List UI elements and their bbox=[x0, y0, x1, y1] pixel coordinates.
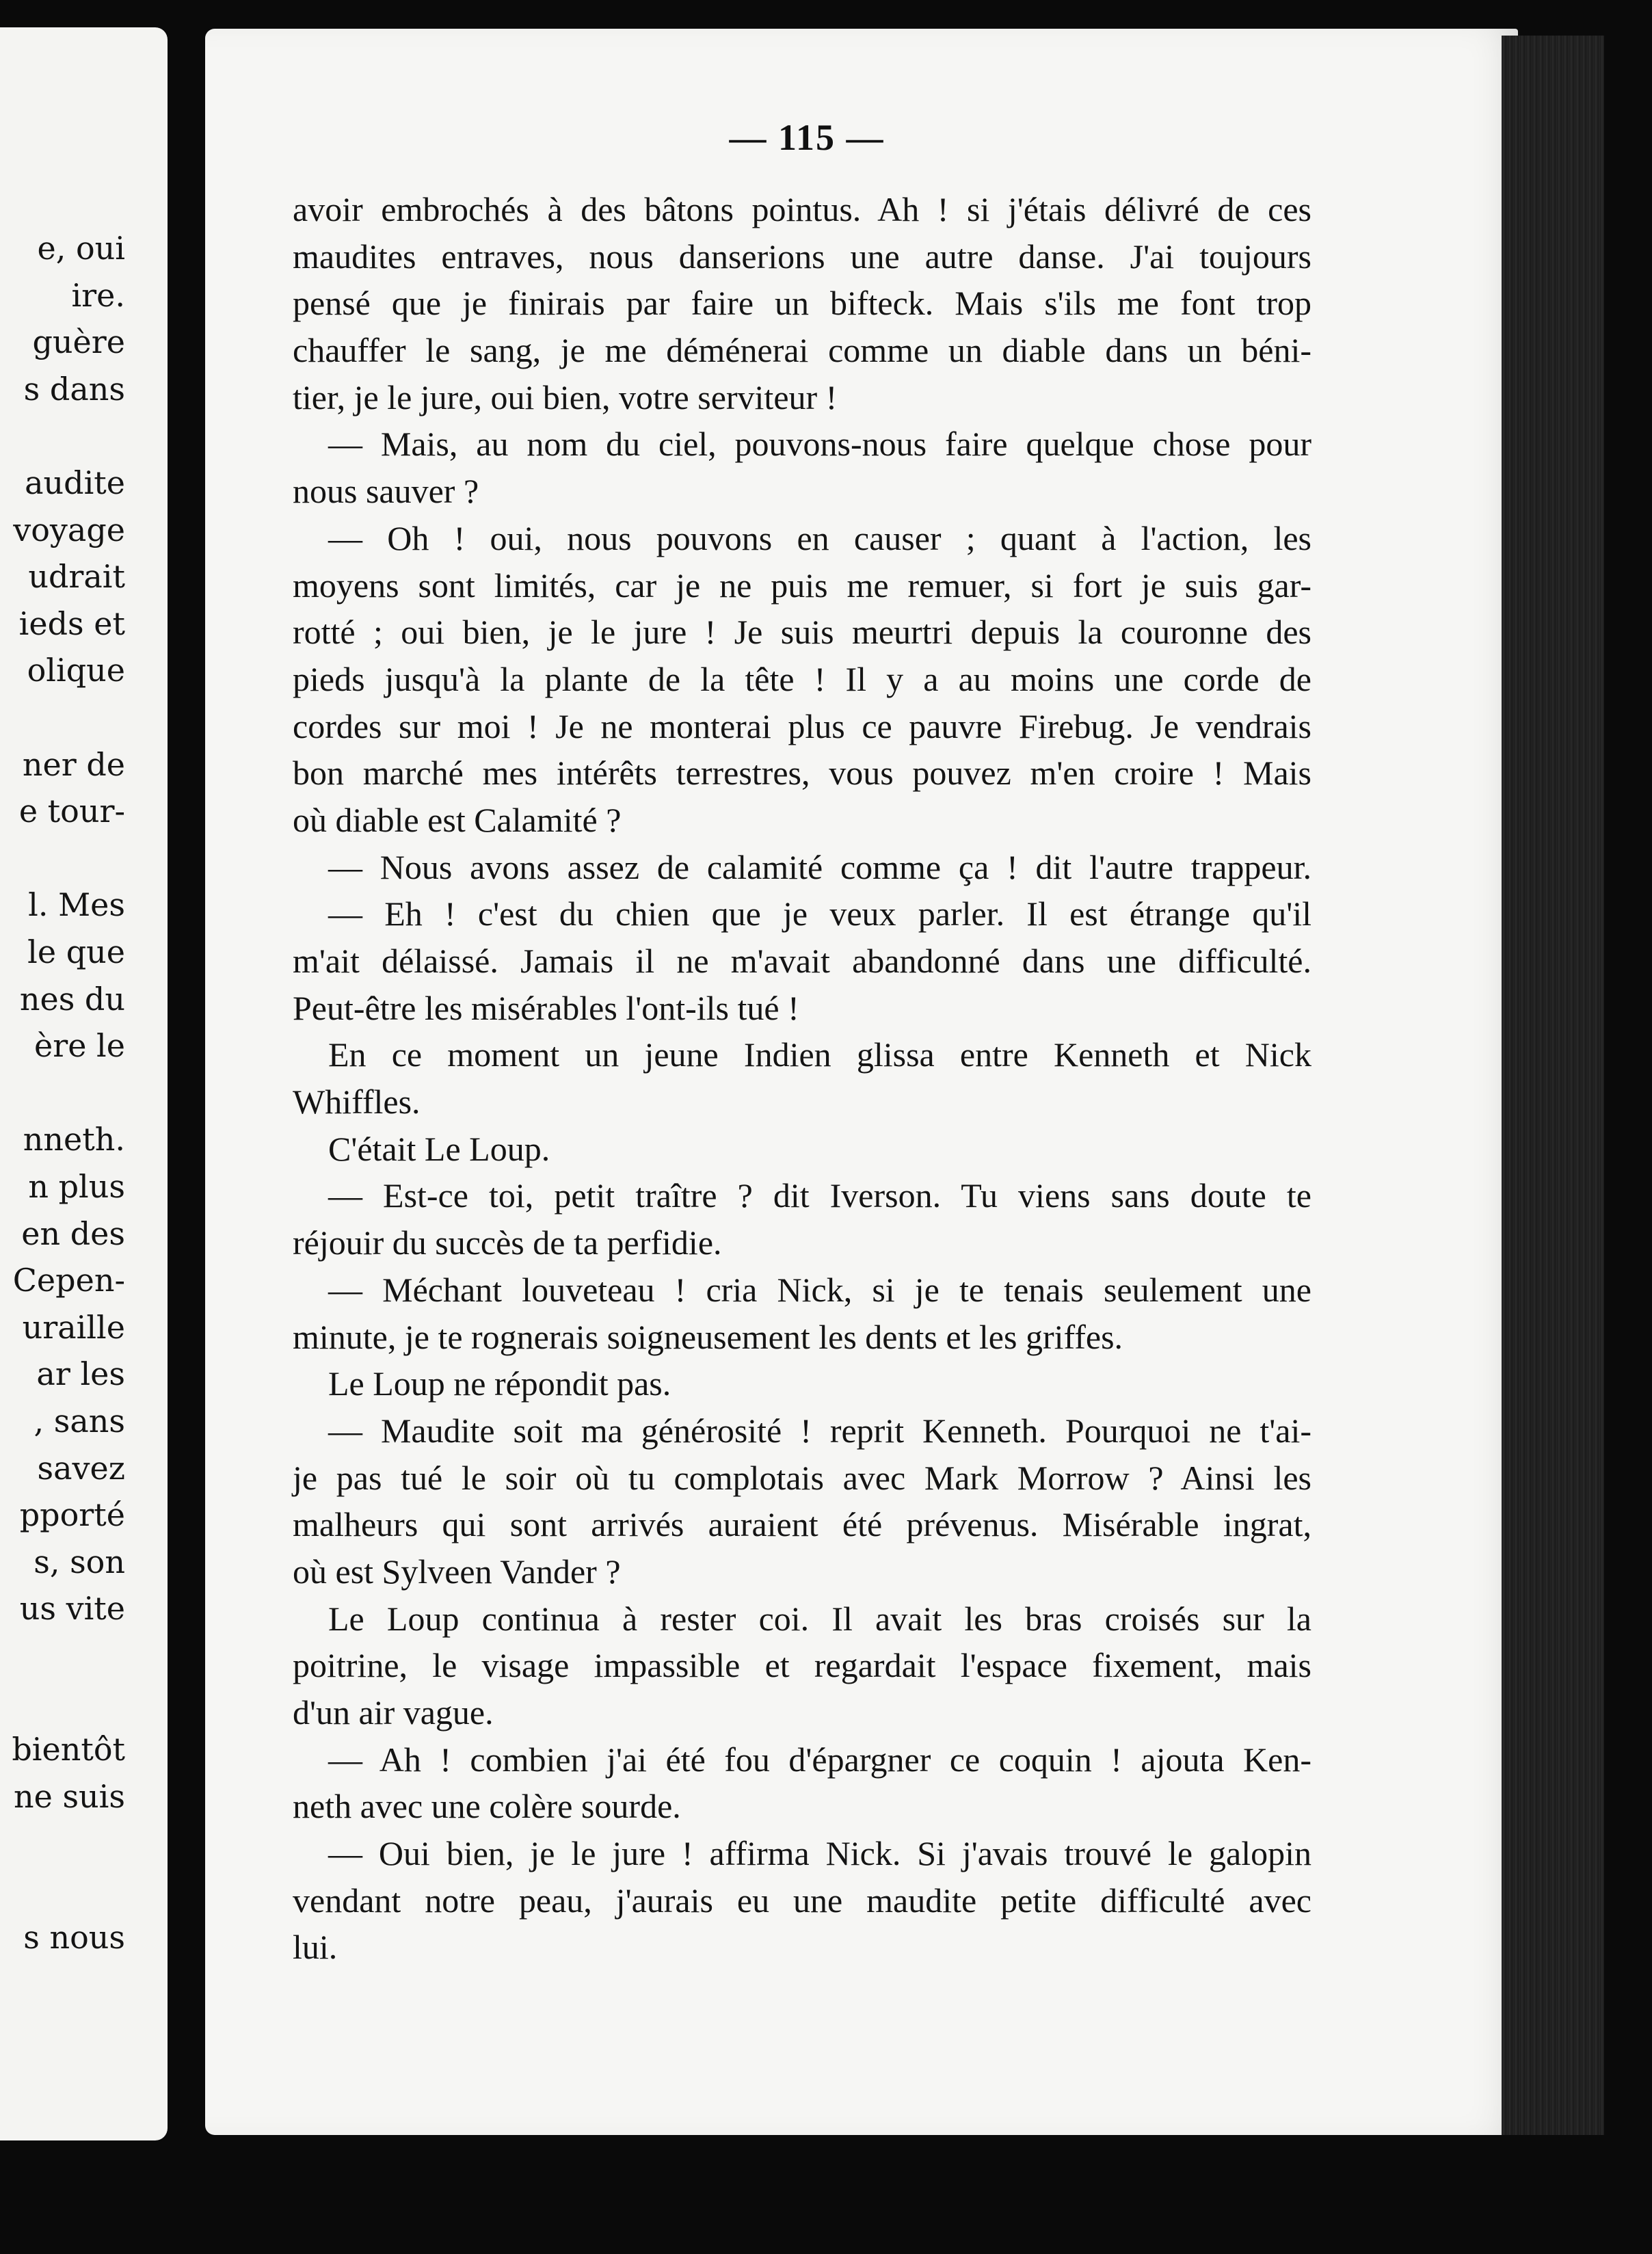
text-line: — Oui bien, je le jure ! affirma Nick. Si j'avais trouvé le galopin bbox=[328, 1834, 1311, 1873]
text-line: Whiffles. bbox=[293, 1083, 421, 1122]
left-page-fragment: pporté bbox=[19, 1496, 125, 1534]
left-page-fragment: , sans bbox=[34, 1403, 125, 1440]
text-line: d'un air vague. bbox=[293, 1693, 494, 1732]
left-page-fragment: en des bbox=[21, 1215, 125, 1252]
left-page-fragment: ère le bbox=[34, 1027, 125, 1065]
left-page-fragment: Cepen- bbox=[12, 1262, 125, 1299]
left-page-fragment: bientôt bbox=[12, 1731, 125, 1768]
left-page-fragment: uraille bbox=[22, 1308, 125, 1346]
left-page-fragment: nes du bbox=[19, 980, 125, 1018]
text-line: Le Loup ne répondit pas. bbox=[328, 1364, 671, 1403]
left-page-fragment: guère bbox=[32, 323, 125, 361]
left-page-fragment: udrait bbox=[28, 558, 125, 596]
text-line: pieds jusqu'à la plante de la tête ! Il y a au moins une corde de bbox=[293, 659, 1311, 698]
left-page-fragment: savez bbox=[37, 1449, 125, 1487]
text-line: Peut-être les misérables l'ont-ils tué ! bbox=[293, 988, 799, 1027]
left-page-fragment: ar les bbox=[36, 1355, 125, 1393]
text-line: nous sauver ? bbox=[293, 472, 479, 511]
text-line: — Ah ! combien j'ai été fou d'épargner ce coquin ! ajouta Ken- bbox=[328, 1740, 1311, 1779]
text-line: maudites entraves, nous danserions une autre danse. J'ai toujours bbox=[293, 237, 1311, 276]
text-line: — Nous avons assez de calamité comme ça ! dit l'autre trappeur. bbox=[328, 847, 1311, 886]
text-line: où est Sylveen Vander ? bbox=[293, 1552, 621, 1591]
text-line: tier, je le jure, oui bien, votre serviteur ! bbox=[293, 377, 838, 416]
text-line: — Mais, au nom du ciel, pouvons-nous faire quelque chose pour bbox=[328, 425, 1311, 464]
left-page-fragment: s, son bbox=[34, 1543, 125, 1580]
left-page-fragment: voyage bbox=[13, 511, 125, 548]
left-page-fragment: ieds et bbox=[18, 605, 125, 642]
text-line: poitrine, le visage impassible et regardait l'espace fixement, mais bbox=[293, 1646, 1311, 1685]
text-line: moyens sont limités, car je ne puis me remuer, si fort je suis gar- bbox=[293, 566, 1311, 605]
text-line: avoir embrochés à des bâtons pointus. Ah ! si j'étais délivré de ces bbox=[293, 190, 1311, 228]
text-line: minute, je te rognerais soigneusement les dents et les griffes. bbox=[293, 1317, 1123, 1356]
left-page-fragment: audite bbox=[25, 464, 125, 501]
text-line: — Est-ce toi, petit traître ? dit Iverson. Tu viens sans doute te bbox=[328, 1176, 1311, 1215]
left-page-fragment: e, oui bbox=[37, 230, 125, 267]
left-page-fragment: e tour- bbox=[18, 793, 125, 830]
text-line: Le Loup continua à rester coi. Il avait les bras croisés sur la bbox=[328, 1599, 1311, 1638]
left-page-fragment: le que bbox=[27, 933, 125, 970]
text-line: où diable est Calamité ? bbox=[293, 800, 622, 839]
text-line: — Oh ! oui, nous pouvons en causer ; quant à l'action, les bbox=[328, 518, 1311, 557]
body-text bbox=[293, 186, 1311, 1971]
left-page-fragment: nneth. bbox=[23, 1121, 125, 1158]
left-page-fragment: olique bbox=[27, 652, 125, 689]
text-line: pensé que je finirais par faire un bifteck. Mais s'ils me font trop bbox=[293, 284, 1311, 323]
text-line: — Méchant louveteau ! cria Nick, si je te tenais seulement une bbox=[328, 1270, 1311, 1309]
left-page-fragment: ire. bbox=[71, 276, 125, 314]
left-page-fragment: s dans bbox=[23, 370, 125, 408]
left-page-fragment: ne suis bbox=[13, 1777, 125, 1815]
left-page-fragment: l. Mes bbox=[28, 886, 125, 924]
text-line: m'ait délaissé. Jamais il ne m'avait abandonné dans une difficulté. bbox=[293, 942, 1311, 980]
left-page-fragment: n plus bbox=[28, 1168, 125, 1205]
text-line: réjouir du succès de ta perfidie. bbox=[293, 1223, 722, 1262]
text-line: je pas tué le soir où tu complotais avec Mark Morrow ? Ainsi les bbox=[293, 1458, 1311, 1497]
previous-page-edge bbox=[0, 27, 168, 2140]
text-line: lui. bbox=[293, 1928, 338, 1967]
text-line: vendant notre peau, j'aurais eu une maudite petite difficulté avec bbox=[293, 1881, 1311, 1920]
left-page-fragment: us vite bbox=[19, 1590, 125, 1628]
text-line: malheurs qui sont arrivés auraient été prévenus. Misérable ingrat, bbox=[293, 1505, 1311, 1544]
text-line: rotté ; oui bien, je le jure ! Je suis meurtri depuis la couronne des bbox=[293, 613, 1311, 652]
text-line: bon marché mes intérêts terrestres, vous pouvez m'en croire ! Mais bbox=[293, 754, 1311, 793]
text-line: C'était Le Loup. bbox=[328, 1129, 550, 1168]
text-line: chauffer le sang, je me déménerai comme un diable dans un béni- bbox=[293, 331, 1311, 370]
text-line: En ce moment un jeune Indien glissa entre Kenneth et Nick bbox=[328, 1035, 1311, 1074]
text-line: cordes sur moi ! Je ne monterai plus ce pauvre Firebug. Je vendrais bbox=[293, 706, 1311, 745]
page-number: — 115 — bbox=[729, 117, 885, 158]
left-page-fragment: ner de bbox=[22, 745, 125, 783]
left-page-fragment: s nous bbox=[23, 1918, 125, 1956]
text-line: — Eh ! c'est du chien que je veux parler. Il est étrange qu'il bbox=[328, 894, 1311, 933]
page-edge-stack bbox=[1502, 36, 1604, 2135]
text-line: neth avec une colère sourde. bbox=[293, 1787, 681, 1826]
text-line: — Maudite soit ma générosité ! reprit Kenneth. Pourquoi ne t'ai- bbox=[328, 1411, 1311, 1450]
